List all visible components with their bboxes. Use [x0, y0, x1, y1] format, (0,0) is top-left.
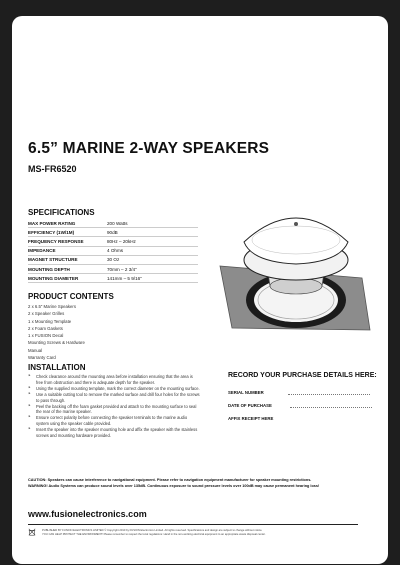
field-line: [288, 390, 370, 395]
record-purchase-heading: RECORD YOUR PURCHASE DETAILS HERE:: [228, 372, 377, 379]
specifications-table: [28, 219, 198, 283]
spec-row: [28, 237, 198, 246]
step-text: Insert the speaker into the speaker mounting hole and affix the speaker with the stainless screws and mounting hardware provided.: [36, 427, 198, 439]
arrow-bullet-icon: ‣: [28, 414, 31, 421]
date-of-purchase-field[interactable]: [228, 403, 372, 408]
spec-row: [28, 219, 198, 228]
installation-heading: INSTALLATION: [28, 363, 86, 372]
field-label: AFFIX RECEIPT HERE: [228, 416, 274, 421]
divider: [28, 524, 358, 525]
step-text: Using the supplied mounting template, mark the correct diameter on the mounting surface.: [36, 385, 200, 391]
spec-label: MOUNTING DEPTH: [28, 266, 70, 272]
field-line: [290, 403, 372, 408]
spec-label: MAX POWER RATING: [28, 220, 76, 226]
step-text: Peel the backing off the foam gasket provided and attach to the mounting surface to seal the rear of the marine speaker.: [36, 403, 197, 415]
spec-row: [28, 247, 198, 256]
spec-row: [28, 228, 198, 237]
specifications-heading: SPECIFICATIONS: [28, 208, 95, 217]
spec-label: IMPEDANCE: [28, 248, 56, 254]
website-link[interactable]: www.fusionelectronics.com: [28, 509, 147, 519]
spec-label: MOUNTING DIAMETER: [28, 275, 79, 281]
arrow-bullet-icon: ‣: [28, 402, 31, 409]
list-item: [28, 415, 200, 427]
spec-value: 141mm – 5 9/16”: [107, 275, 142, 281]
spec-label: EFFICIENCY (1W/1M): [28, 229, 75, 235]
footer-line: PUBLISHED BY FUSION ELECTRONICS LIMITED © Copyright 2010 by FUSION Electronics Limited. All rights reserved. Specifications and design are subject to change without notice.: [42, 529, 263, 532]
list-item: 2 x Foam Gaskets: [28, 325, 63, 331]
list-item: [28, 427, 200, 439]
serial-number-field[interactable]: [228, 390, 370, 395]
spec-sheet: [12, 16, 388, 564]
spec-value: 90dB: [107, 229, 118, 235]
spec-label: FREQUENCY RESPONSE: [28, 238, 84, 244]
arrow-bullet-icon: ‣: [28, 373, 31, 379]
spec-value: 200 Watts: [107, 220, 128, 226]
list-item: [28, 392, 200, 404]
spec-row: [28, 274, 198, 283]
arrow-bullet-icon: ‣: [28, 426, 31, 433]
product-contents-heading: PRODUCT CONTENTS: [28, 292, 114, 301]
spec-value: 70mm – 2 3/4”: [107, 266, 137, 272]
arrow-bullet-icon: ‣: [28, 384, 31, 391]
list-item: Warranty Card: [28, 355, 56, 361]
spec-value: 80Hz – 20kHz: [107, 238, 136, 244]
spec-value: 4 Ohms: [107, 248, 124, 254]
model-number: MS-FR6520: [28, 164, 77, 174]
step-text: Use a suitable cutting tool to remove the marked surface and drill four holes for the screws to pass through.: [36, 391, 200, 403]
step-text: Ensure correct polarity before connecting the speaker terminals to the marine audio system using the speaker cable provided.: [36, 415, 188, 427]
step-text: Check clearance around the mounting area before installation ensuring that the area is free from obstruction and there is adequate depth for the speaker.: [36, 374, 193, 385]
arrow-bullet-icon: ‣: [28, 390, 31, 397]
speaker-illustration: [212, 200, 372, 336]
list-item: [28, 404, 200, 416]
installation-steps: [28, 374, 200, 439]
caution-line: CAUTION: Speakers can cause interference to navigational equipment. Please refer to navigation equipment manufacturer for speaker mounting restrictions.: [28, 478, 312, 482]
list-item: Manual: [28, 347, 43, 353]
product-contents-list: [28, 303, 85, 361]
list-item: 1 x FUSION Decal: [28, 333, 64, 339]
caution-notice: [28, 478, 368, 489]
list-item: 1 x Mounting Template: [28, 318, 72, 324]
spec-row: [28, 265, 198, 274]
footer-legal: [42, 529, 372, 537]
recycle-bin-icon: [28, 528, 36, 536]
spec-row: [28, 256, 198, 265]
field-label: SERIAL NUMBER: [228, 390, 264, 395]
spec-label: MAGNET STRUCTURE: [28, 257, 78, 263]
list-item: Mounting Screws & Hardware: [28, 340, 85, 346]
field-label: DATE OF PURCHASE: [228, 403, 272, 408]
footer-line: YOU CAN HELP PROTECT THE ENVIRONMENT! Please remember to respect the local regulations: Hand in the non-working electrical equipment to an appropriate waste disposal center.: [42, 533, 266, 536]
spec-value: 30 Oz: [107, 257, 120, 263]
list-item: 2 x 6.5” Marine Speakers: [28, 304, 77, 309]
list-item: [28, 374, 200, 386]
affix-receipt-field: [228, 416, 273, 421]
warning-line: WARNING! Audio Systems can produce sound levels over 135dB. Continuous exposure to sound pressure levels over 100dB may cause permanent hearing loss!: [28, 483, 320, 488]
list-item: 2 x Speaker Grilles: [28, 311, 65, 317]
page-title: 6.5” MARINE 2-WAY SPEAKERS: [28, 140, 270, 157]
